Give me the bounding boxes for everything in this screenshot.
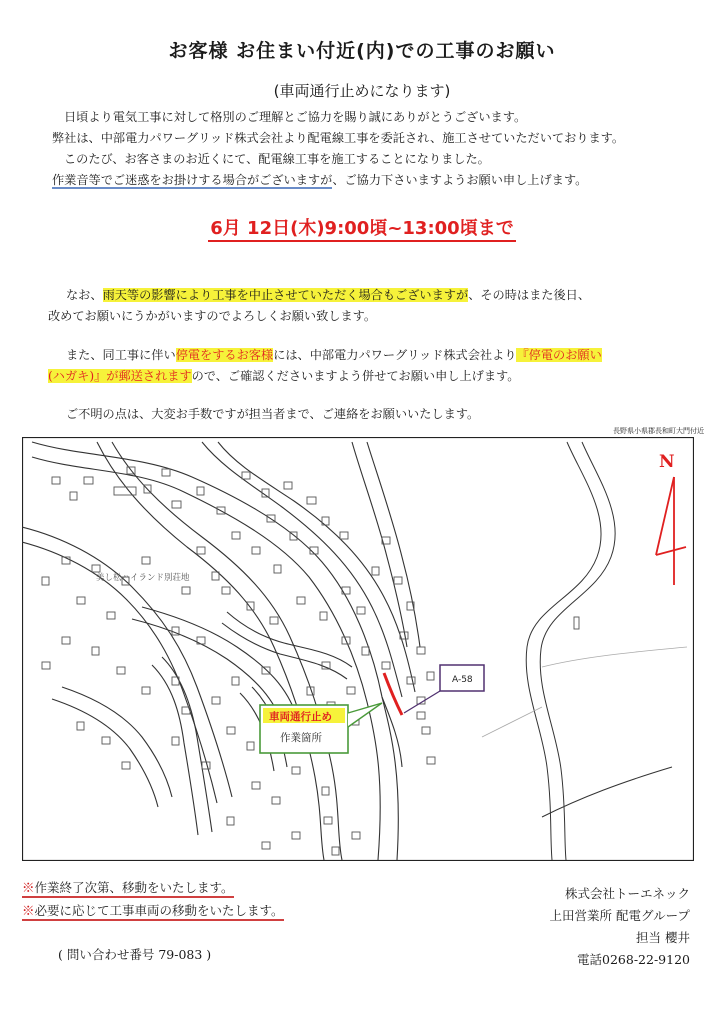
intro-line-3: このたび、お客さまのお近くにて、配電線工事を施工することになりました。: [64, 152, 490, 166]
company-person: 担当 櫻井: [636, 930, 690, 945]
outage-notice-line-2: (ハガキ)』が郵送されますので、ご確認くださいますよう併せてお願い申し上げます。: [48, 369, 520, 383]
company-phone: 電話0268-22-9120: [577, 952, 690, 967]
page-title: お客様 お住まい付近(内)での工事のお願い: [168, 40, 556, 62]
closing-line: ご不明の点は、大変お手数ですが担当者まで、ご連絡をお願いいたします。: [66, 407, 480, 421]
outage-customers-highlight: 停電をするお客様: [175, 348, 274, 362]
outage-notice-line-1: また、同工事に伴い停電をするお客様には、中部電力パワーグリッド株式会社より『停電のお願い: [66, 348, 602, 362]
rain-notice-line-2: 改めてお願いにうかがいますのでよろしくお願い致します。: [48, 309, 377, 323]
intro-line-4-rest: 、ご協力下さいますようお願い申し上げます。: [332, 173, 588, 187]
company-office: 上田営業所 配電グループ: [549, 908, 690, 923]
north-label: N: [659, 452, 675, 472]
outage-postcard-highlight-b: (ハガキ)』: [48, 369, 107, 383]
intro-line-2: 弊社は、中部電力パワーグリッド株式会社より配電線工事を委託され、施工させていただいております。: [52, 131, 625, 145]
note-move-after-work: ※作業終了次第、移動をいたします。: [22, 878, 234, 898]
outage-postcard-highlight-a: 『停電のお願い: [516, 348, 602, 362]
rain-notice-line-1: なお、雨天等の影響により工事を中止させていただく場合もございますが、その時はまた後日、: [66, 288, 591, 302]
callout-work-site: 作業箇所: [280, 732, 322, 744]
rain-notice-highlight: 雨天等の影響により工事を中止させていただく場合もございますが: [102, 288, 469, 302]
outage-mailed-highlight: が郵送されます: [106, 369, 192, 383]
note-move-vehicles: ※必要に応じて工事車両の移動をいたします。: [22, 901, 284, 921]
pole-label: A-58: [452, 675, 473, 685]
page-subtitle: (車両通行止めになります): [273, 82, 451, 100]
intro-underlined-text: 作業音等でご迷惑をお掛けする場合がございますが: [52, 173, 333, 187]
work-site-map: [22, 437, 694, 861]
company-name: 株式会社トーエネック: [564, 886, 690, 901]
place-label: 美し松ハイランド別荘地: [96, 573, 190, 583]
intro-line-1: 日頃より電気工事に対して格別のご理解とご協力を賜り誠にありがとうございます。: [64, 110, 527, 124]
map-credit: 長野県小県郡長和町大門付近: [613, 427, 704, 435]
callout-title: 車両通行止め: [269, 711, 332, 723]
intro-line-4: [52, 170, 587, 191]
schedule-date: 6月 12日(木)9:00頃~13:00頃まで: [0, 214, 724, 240]
contact-number: ( 問い合わせ番号 79-083 ): [58, 947, 212, 962]
